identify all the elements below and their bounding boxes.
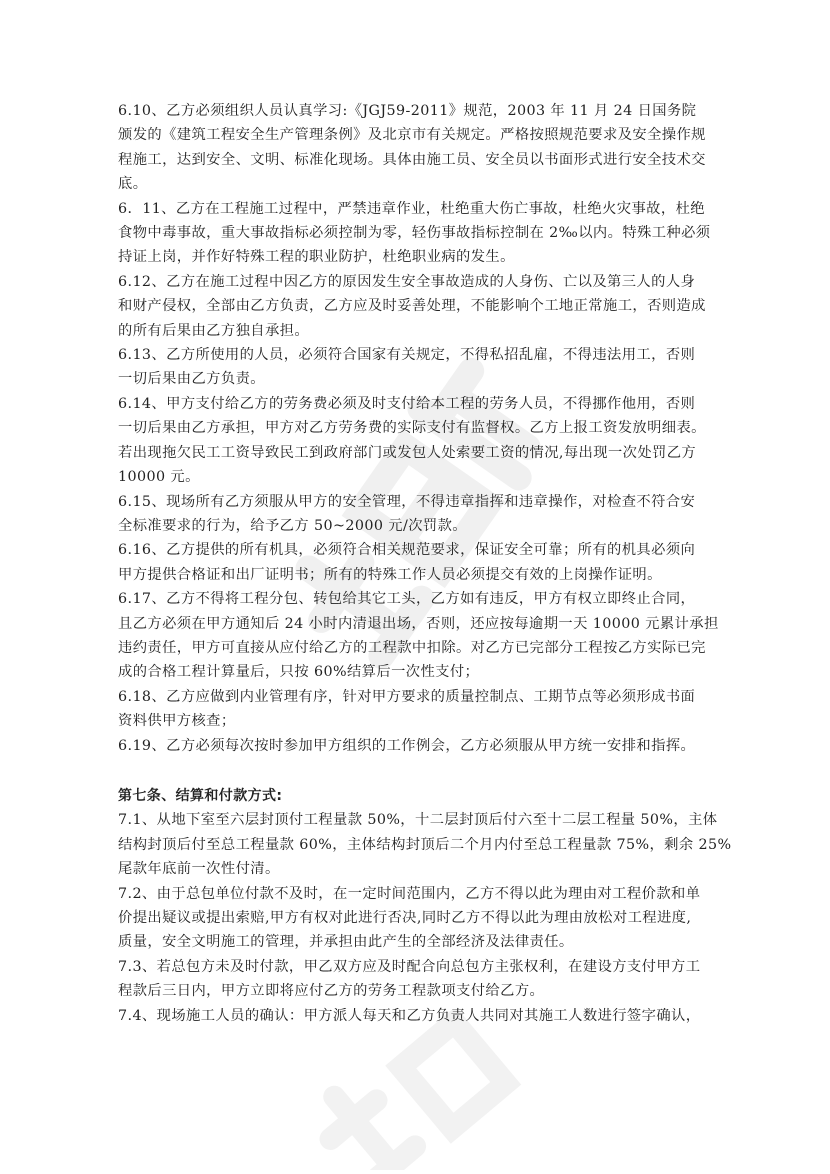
clauses-section-6 xyxy=(118,99,719,758)
clause-line: 成的合格工程计算量后，只按 60%结算后一次性支付； xyxy=(118,664,480,681)
clause-paragraph xyxy=(118,343,712,392)
clause-line: 颁发的《建筑工程安全生产管理条例》及北京市有关规定。严格按照规范要求及安全操作规 xyxy=(118,127,706,144)
clause-line: 全标准要求的行为，给予乙方 50~2000 元/次罚款。 xyxy=(118,517,468,534)
clause-line: 且乙方必须在甲方通知后 24 小时内清退出场，否则，还应按每逾期一天 10000 元累计承担 xyxy=(118,615,719,632)
clause-paragraph xyxy=(118,270,712,343)
clause-line: 7.1、从地下室至六层封顶付工程量款 50%，十二层封顶后付六至十二层工程量 50%，主体 xyxy=(118,812,718,829)
clause-line: 6.13、乙方所使用的人员，必须符合国家有关规定，不得私招乱雇，不得违法用工，否则 xyxy=(118,347,696,364)
clause-line: 6.14、甲方支付给乙方的劳务费必须及时支付给本工程的劳务人员，不得挪作他用，否则 xyxy=(118,395,696,412)
clause-line: 10000 元。 xyxy=(118,469,200,486)
clause-line: 6.16、乙方提供的所有机具，必须符合相关规范要求，保证安全可靠；所有的机具必须向 xyxy=(118,542,696,559)
clause-paragraph xyxy=(118,1004,712,1028)
clause-paragraph xyxy=(118,685,712,734)
clause-line: 底。 xyxy=(118,176,148,193)
clause-paragraph xyxy=(118,587,719,685)
clause-line: 7.3、若总包方未及时付款，甲乙双方应及时配合向总包方主张权利，在建设方支付甲方工 xyxy=(118,958,701,975)
clause-line: 程施工，达到安全、文明、标准化现场。具体由施工员、安全员以书面形式进行安全技术交 xyxy=(118,151,706,168)
clause-line: 6.19、乙方必须每次按时参加甲方组织的工作例会，乙方必须服从甲方统一安排和指挥。 xyxy=(118,737,696,754)
clause-line: 6.17、乙方不得将工程分包、转包给其它工头，乙方如有违反，甲方有权立即终止合同， xyxy=(118,591,696,608)
clause-line: 持证上岗，并作好特殊工程的职业防护，杜绝职业病的发生。 xyxy=(118,249,515,266)
clause-paragraph xyxy=(118,197,712,270)
document-body xyxy=(118,99,732,1028)
clause-line: 6.10、乙方必须组织人员认真学习:《JGJ59-2011》规范，2003 年 11 月 24 日国务院 xyxy=(118,103,697,119)
clause-line: 甲方提供合格证和出厂证明书；所有的特殊工作人员必须提交有效的上岗操作证明。 xyxy=(118,566,662,583)
clause-line: 7.2、由于总包单位付款不及时，在一定时间范围内，乙方不得以此为理由对工程价款和单 xyxy=(118,885,701,902)
clause-line: 食物中毒事故，重大事故指标必须控制为零，轻伤事故指标控制在 2‰以内。特殊工种必须 xyxy=(118,225,711,242)
clause-line: 6.18、乙方应做到内业管理有序，针对甲方要求的质量控制点、工期节点等必须形成书面 xyxy=(118,688,696,705)
clause-paragraph xyxy=(118,955,712,1004)
clause-line: 6．11、乙方在工程施工过程中，严禁违章作业，杜绝重大伤亡事故，杜绝火灾事故，杜绝 xyxy=(118,200,705,217)
clause-paragraph xyxy=(118,734,712,758)
clause-line: 7.4、现场施工人员的确认：甲方派人每天和乙方负责人共同对其施工人数进行签字确认， xyxy=(118,1007,701,1024)
clause-line: 6.15、现场所有乙方须服从甲方的安全管理，不得违章指挥和违章操作，对检查不符合安 xyxy=(118,493,696,510)
clause-line: 和财产侵权，全部由乙方负责，乙方应及时妥善处理，不能影响个工地正常施工，否则造成 xyxy=(118,298,706,315)
clause-line: 质量，安全文明施工的管理，并承担由此产生的全部经济及法律责任。 xyxy=(118,934,574,951)
clause-line: 资料供甲方核查； xyxy=(118,713,236,730)
clause-line: 尾款年底前一次性付清。 xyxy=(118,861,280,878)
clause-line: 一切后果由乙方承担，甲方对乙方劳务费的实际支付有监督权。乙方上报工资发放明细表。 xyxy=(118,420,706,437)
clause-paragraph xyxy=(118,490,712,539)
watermark-icon xyxy=(290,1010,550,1170)
clause-line: 6.12、乙方在施工过程中因乙方的原因发生安全事故造成的人身伤、亡以及第三人的人身 xyxy=(118,273,696,290)
clause-paragraph xyxy=(118,808,732,881)
clause-paragraph xyxy=(118,882,712,955)
clause-paragraph xyxy=(118,99,712,197)
clause-line: 程款后三日内，甲方立即将应付乙方的劳务工程款项支付给乙方。 xyxy=(118,983,545,1000)
clause-line: 价提出疑议或提出索赔,甲方有权对此进行否决,同时乙方不得以此为理由放松对工程进度, xyxy=(118,910,692,926)
clause-paragraph xyxy=(118,538,712,587)
clause-line: 违约责任，甲方可直接从应付给乙方的工程款中扣除。对乙方已完部分工程按乙方实际已完 xyxy=(118,639,706,656)
clause-line: 结构封顶后付至总工程量款 60%，主体结构封顶后二个月内付至总工程量款 75%，剩余 25% xyxy=(118,836,732,853)
clause-line: 若出现拖欠民工工资导致民工到政府部门或发包人处索要工资的情况,每出现一次处罚乙方 xyxy=(118,444,697,461)
clauses-section-7 xyxy=(118,808,732,1028)
clause-line: 的所有后果由乙方独自承担。 xyxy=(118,322,310,339)
clause-line: 一切后果由乙方负责。 xyxy=(118,371,265,388)
clause-paragraph xyxy=(118,392,712,490)
section-heading: 第七条、结算和付款方式: xyxy=(118,787,283,804)
